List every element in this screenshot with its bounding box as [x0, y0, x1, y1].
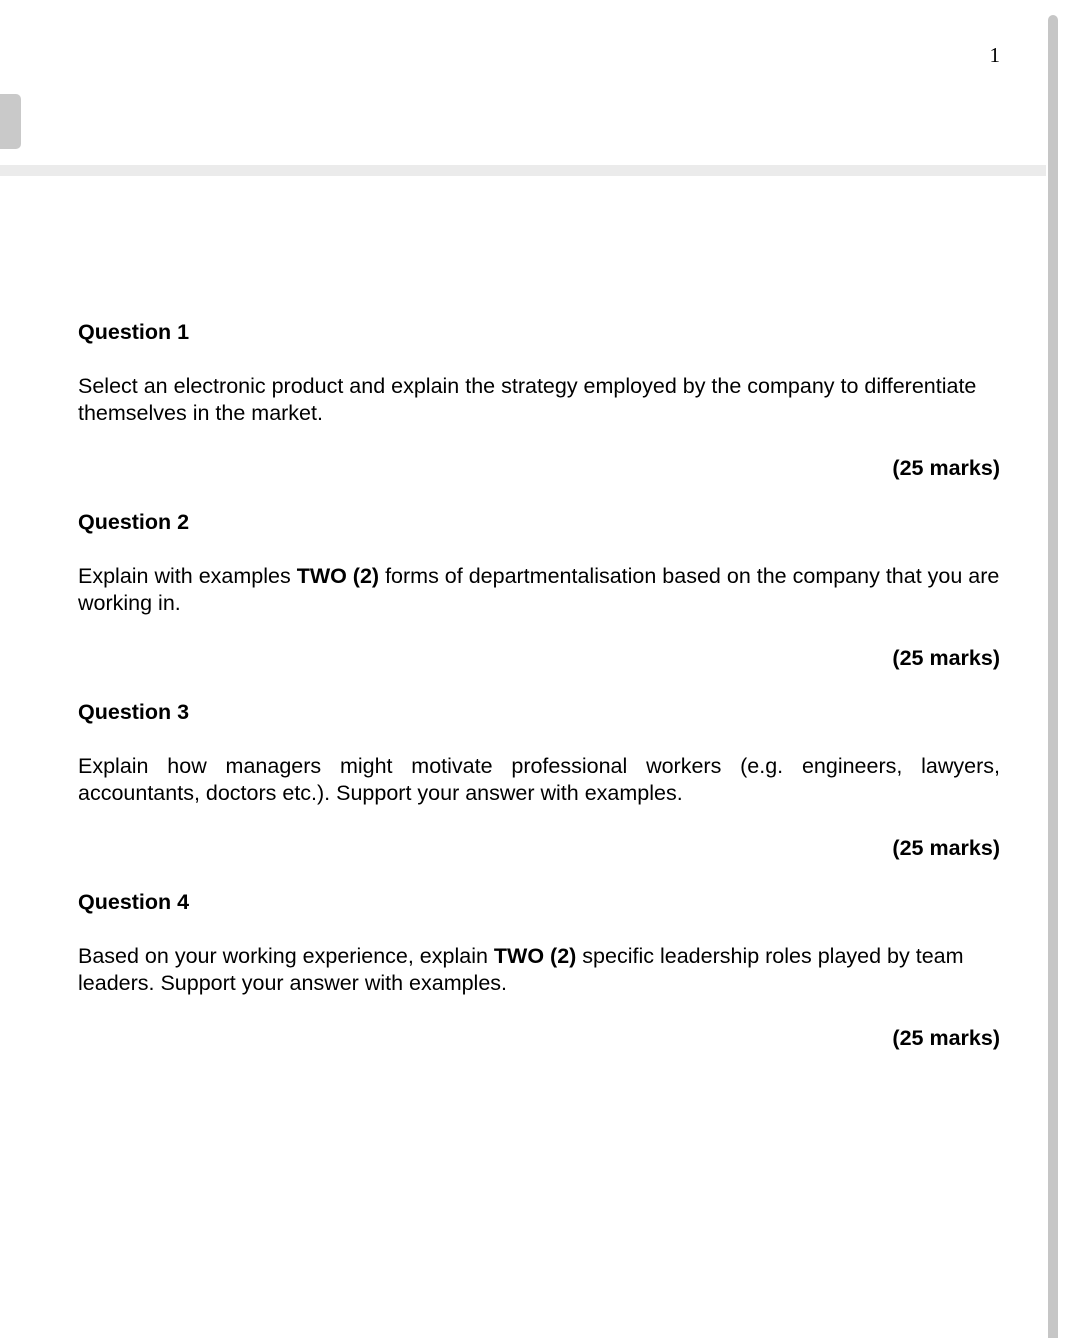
page-number: 1: [989, 43, 1000, 67]
question-text: Select an electronic product and explain the strategy employed by the company to differentiate themselves in the market.: [78, 374, 977, 425]
question-text: Based on your working experience, explain TWO (2) specific leadership roles played by team leaders. Support your answer with examples.: [78, 944, 964, 995]
question-marks: (25 marks): [892, 1026, 1000, 1050]
question-3: [78, 698, 1000, 862]
question-title: Question 4: [78, 890, 190, 914]
question-2: [78, 508, 1000, 672]
side-panel-tab[interactable]: [0, 94, 21, 149]
question-text: Explain how managers might motivate professional workers (e.g. engineers, lawyers, accountants, doctors etc.). Support your answer with examples.: [78, 754, 1000, 805]
question-title: Question 2: [78, 510, 190, 534]
vertical-scrollbar[interactable]: [1048, 15, 1058, 1338]
page-divider: [0, 165, 1046, 176]
question-marks: (25 marks): [892, 836, 1000, 860]
question-list: [78, 318, 1000, 1078]
question-title: Question 3: [78, 700, 190, 724]
question-text: Explain with examples TWO (2) forms of departmentalisation based on the company that you are working in.: [78, 564, 1000, 615]
question-title: Question 1: [78, 320, 190, 344]
question-marks: (25 marks): [892, 456, 1000, 480]
question-marks: (25 marks): [892, 646, 1000, 670]
question-1: [78, 318, 1000, 482]
question-4: [78, 888, 1000, 1052]
